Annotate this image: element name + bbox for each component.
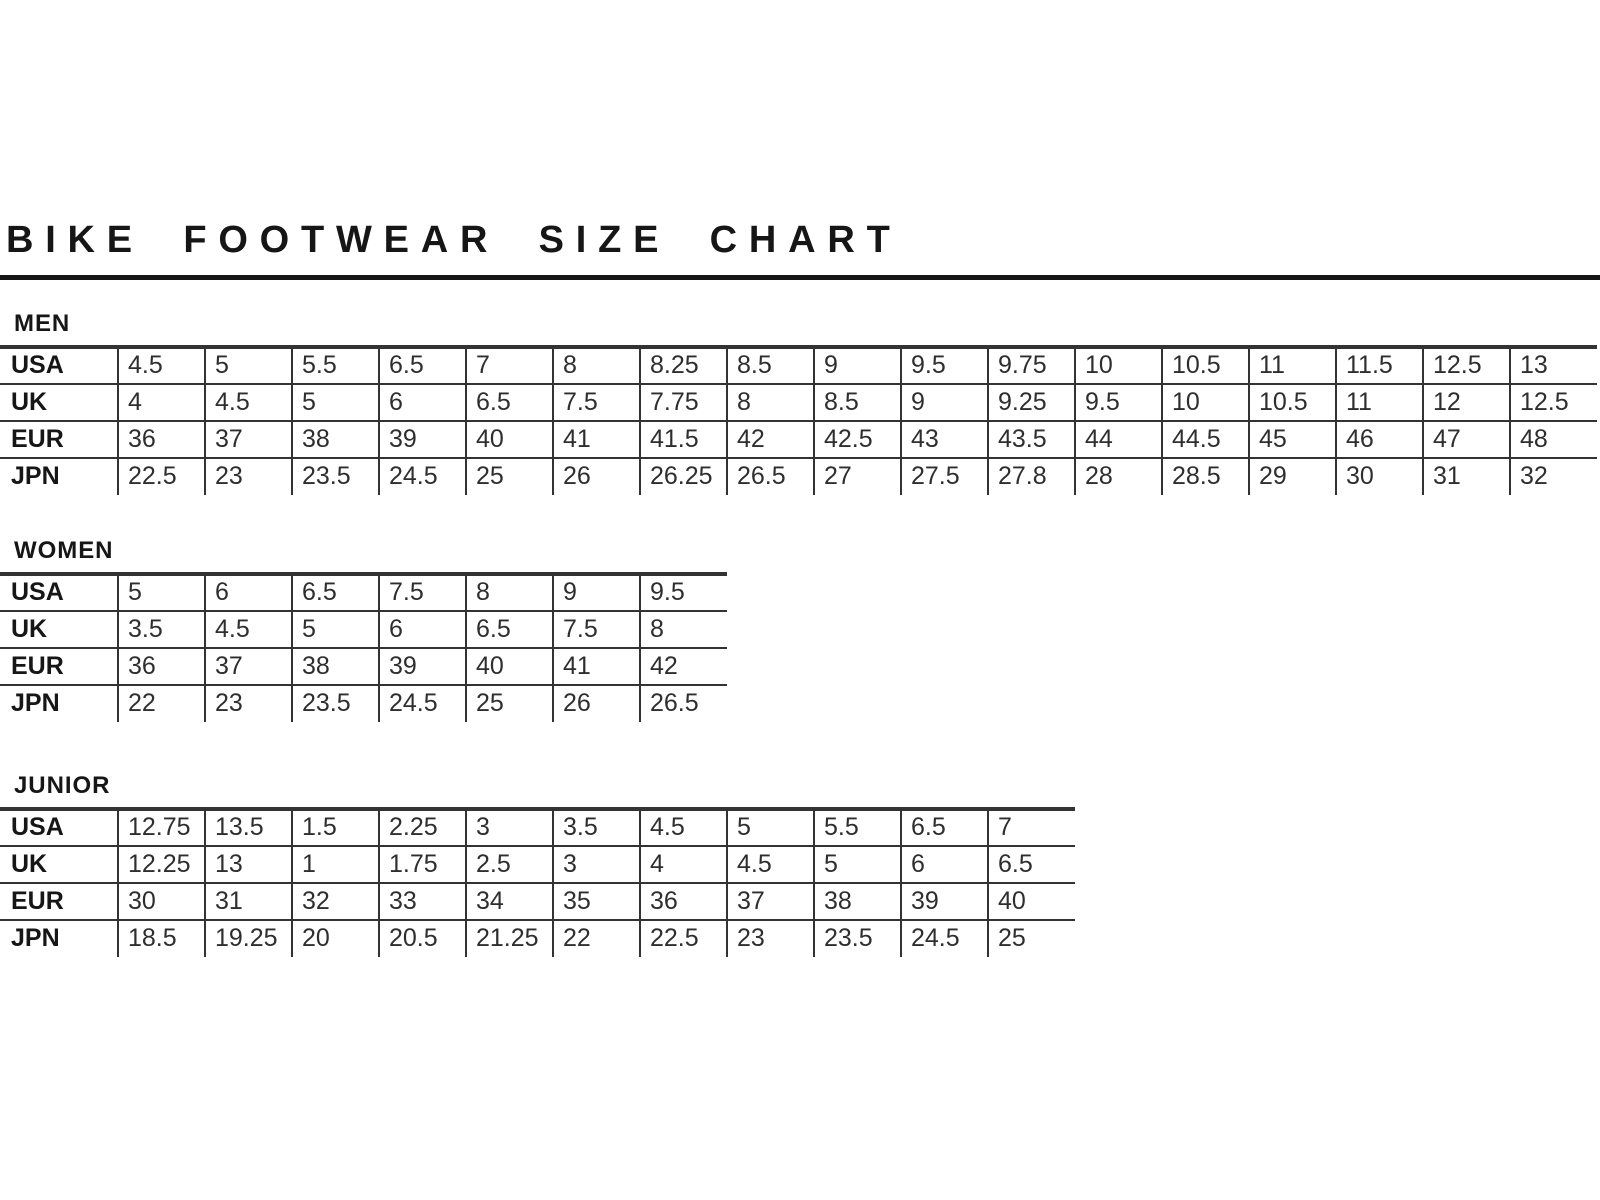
size-cell: 40: [466, 421, 553, 458]
size-cell: 22: [553, 920, 640, 957]
size-cell: 41.5: [640, 421, 727, 458]
size-cell: 7.75: [640, 384, 727, 421]
size-cell: 11: [1249, 347, 1336, 384]
size-cell: 11.5: [1336, 347, 1423, 384]
table-row-jpn: [0, 920, 1075, 957]
size-cell: 40: [988, 883, 1075, 920]
size-cell: 23.5: [292, 685, 379, 722]
size-cell: 41: [553, 421, 640, 458]
size-cell: 30: [1336, 458, 1423, 495]
size-cell: 43: [901, 421, 988, 458]
size-cell: 6.5: [379, 347, 466, 384]
row-label: USA: [0, 347, 118, 384]
size-cell: 35: [553, 883, 640, 920]
size-cell: 36: [640, 883, 727, 920]
table-row-eur: [0, 648, 727, 685]
size-cell: 8.5: [727, 347, 814, 384]
size-cell: 12.25: [118, 846, 205, 883]
size-cell: 23.5: [814, 920, 901, 957]
size-table-women: [0, 572, 727, 722]
size-cell: 40: [466, 648, 553, 685]
size-cell: 27: [814, 458, 901, 495]
size-cell: 10: [1075, 347, 1162, 384]
row-label: JPN: [11, 462, 60, 491]
size-cell: 5: [727, 809, 814, 846]
table-row-usa: [0, 347, 1597, 384]
size-cell: 37: [205, 648, 292, 685]
size-cell: 38: [292, 648, 379, 685]
size-cell: 36: [118, 421, 205, 458]
table-row-usa: [0, 809, 1075, 846]
size-cell: 32: [292, 883, 379, 920]
size-cell: 9.25: [988, 384, 1075, 421]
size-cell: 21.25: [466, 920, 553, 957]
section-label-women: WOMEN: [14, 536, 114, 564]
size-cell: 5: [118, 574, 205, 611]
size-cell: 7: [466, 347, 553, 384]
size-cell: 9.5: [901, 347, 988, 384]
size-cell: 5.5: [292, 347, 379, 384]
table-row-uk: [0, 611, 727, 648]
page-title: BIKE FOOTWEAR SIZE CHART: [6, 219, 902, 261]
size-cell: 9.75: [988, 347, 1075, 384]
row-label: EUR: [0, 648, 118, 685]
row-label: UK: [0, 846, 118, 883]
row-label: UK: [0, 611, 118, 648]
size-cell: 23: [727, 920, 814, 957]
table-row-eur: [0, 421, 1597, 458]
size-cell: 23: [205, 685, 292, 722]
size-cell: 47: [1423, 421, 1510, 458]
row-label: JPN: [11, 924, 60, 953]
size-table-men: [0, 345, 1597, 495]
size-cell: 3.5: [553, 809, 640, 846]
size-cell: 32: [1510, 458, 1597, 495]
size-cell: 25: [988, 920, 1075, 957]
size-cell: 9: [553, 574, 640, 611]
size-cell: 33: [379, 883, 466, 920]
size-cell: 13: [205, 846, 292, 883]
size-cell: 20: [292, 920, 379, 957]
size-cell: 43.5: [988, 421, 1075, 458]
size-cell: 7.5: [553, 611, 640, 648]
size-cell: 10.5: [1162, 347, 1249, 384]
table-row-uk: [0, 384, 1597, 421]
size-cell: 2.25: [379, 809, 466, 846]
title-rule: [0, 275, 1600, 280]
size-cell: 6.5: [466, 384, 553, 421]
size-cell: 26: [553, 685, 640, 722]
size-cell: 24.5: [379, 685, 466, 722]
size-cell: 37: [205, 421, 292, 458]
size-cell: 7.5: [379, 574, 466, 611]
size-cell: 41: [553, 648, 640, 685]
size-cell: 23: [205, 458, 292, 495]
size-cell: 6.5: [988, 846, 1075, 883]
size-cell: 6.5: [466, 611, 553, 648]
size-cell: 19.25: [205, 920, 292, 957]
size-cell: 38: [292, 421, 379, 458]
size-cell: 5: [205, 347, 292, 384]
row-label: EUR: [0, 421, 118, 458]
size-cell: 4: [640, 846, 727, 883]
size-cell: 37: [727, 883, 814, 920]
size-cell: 6: [379, 611, 466, 648]
size-cell: 4.5: [205, 384, 292, 421]
size-cell: 39: [901, 883, 988, 920]
table-row-eur: [0, 883, 1075, 920]
row-label: USA: [0, 574, 118, 611]
size-cell: 3: [553, 846, 640, 883]
size-cell: 10.5: [1249, 384, 1336, 421]
size-cell: 34: [466, 883, 553, 920]
size-cell: 6: [205, 574, 292, 611]
size-cell: 28.5: [1162, 458, 1249, 495]
size-cell: 3: [466, 809, 553, 846]
size-cell: 38: [814, 883, 901, 920]
size-cell: 25: [466, 685, 553, 722]
size-cell: 18.5: [118, 920, 205, 957]
size-cell: 8: [640, 611, 727, 648]
size-cell: 25: [466, 458, 553, 495]
table-row-usa: [0, 574, 727, 611]
size-cell: 13: [1510, 347, 1597, 384]
size-cell: 29: [1249, 458, 1336, 495]
size-cell: 7: [988, 809, 1075, 846]
table-row-jpn: [0, 685, 727, 722]
size-cell: 24.5: [901, 920, 988, 957]
size-cell: 1.5: [292, 809, 379, 846]
size-cell: 4.5: [640, 809, 727, 846]
size-cell: 12.75: [118, 809, 205, 846]
size-cell: 7.5: [553, 384, 640, 421]
size-cell: 30: [118, 883, 205, 920]
size-cell: 27.8: [988, 458, 1075, 495]
size-cell: 4.5: [727, 846, 814, 883]
size-cell: 8: [553, 347, 640, 384]
section-women: [0, 537, 1600, 722]
size-cell: 26.5: [727, 458, 814, 495]
size-cell: 1: [292, 846, 379, 883]
size-cell: 11: [1336, 384, 1423, 421]
section-men: [0, 310, 1600, 495]
size-cell: 23.5: [292, 458, 379, 495]
size-cell: 6.5: [292, 574, 379, 611]
size-cell: 10: [1162, 384, 1249, 421]
size-cell: 20.5: [379, 920, 466, 957]
row-label: EUR: [0, 883, 118, 920]
size-cell: 2.5: [466, 846, 553, 883]
size-cell: 6: [379, 384, 466, 421]
size-cell: 12.5: [1423, 347, 1510, 384]
size-cell: 8: [727, 384, 814, 421]
table-row-uk: [0, 846, 1075, 883]
row-label: USA: [0, 809, 118, 846]
size-cell: 8: [466, 574, 553, 611]
size-cell: 48: [1510, 421, 1597, 458]
size-cell: 13.5: [205, 809, 292, 846]
size-cell: 4.5: [205, 611, 292, 648]
size-cell: 5: [292, 611, 379, 648]
size-cell: 4.5: [118, 347, 205, 384]
size-cell: 5: [814, 846, 901, 883]
size-cell: 22.5: [118, 458, 205, 495]
size-cell: 26.5: [640, 685, 727, 722]
size-cell: 46: [1336, 421, 1423, 458]
row-label: JPN: [11, 689, 60, 718]
size-cell: 42: [727, 421, 814, 458]
section-junior: [0, 772, 1600, 957]
table-row-jpn: [0, 458, 1597, 495]
size-cell: 26: [553, 458, 640, 495]
size-cell: 9: [901, 384, 988, 421]
size-cell: 31: [1423, 458, 1510, 495]
size-cell: 5: [292, 384, 379, 421]
size-table-junior: [0, 807, 1075, 957]
size-cell: 8.25: [640, 347, 727, 384]
size-cell: 27.5: [901, 458, 988, 495]
size-cell: 6.5: [901, 809, 988, 846]
size-cell: 28: [1075, 458, 1162, 495]
size-cell: 42.5: [814, 421, 901, 458]
size-cell: 39: [379, 648, 466, 685]
size-cell: 9: [814, 347, 901, 384]
size-cell: 36: [118, 648, 205, 685]
size-cell: 5.5: [814, 809, 901, 846]
size-cell: 22.5: [640, 920, 727, 957]
size-cell: 4: [118, 384, 205, 421]
row-label: UK: [0, 384, 118, 421]
section-label-men: MEN: [14, 309, 71, 337]
size-cell: 24.5: [379, 458, 466, 495]
size-tables-container: [0, 310, 1600, 957]
size-cell: 31: [205, 883, 292, 920]
size-cell: 9.5: [1075, 384, 1162, 421]
size-cell: 44.5: [1162, 421, 1249, 458]
section-label-junior: JUNIOR: [14, 771, 111, 799]
size-cell: 12.5: [1510, 384, 1597, 421]
size-cell: 44: [1075, 421, 1162, 458]
size-cell: 9.5: [640, 574, 727, 611]
size-cell: 39: [379, 421, 466, 458]
size-cell: 1.75: [379, 846, 466, 883]
size-cell: 42: [640, 648, 727, 685]
size-cell: 3.5: [118, 611, 205, 648]
size-cell: 22: [118, 685, 205, 722]
size-cell: 6: [901, 846, 988, 883]
size-cell: 12: [1423, 384, 1510, 421]
size-cell: 45: [1249, 421, 1336, 458]
size-cell: 8.5: [814, 384, 901, 421]
size-cell: 26.25: [640, 458, 727, 495]
